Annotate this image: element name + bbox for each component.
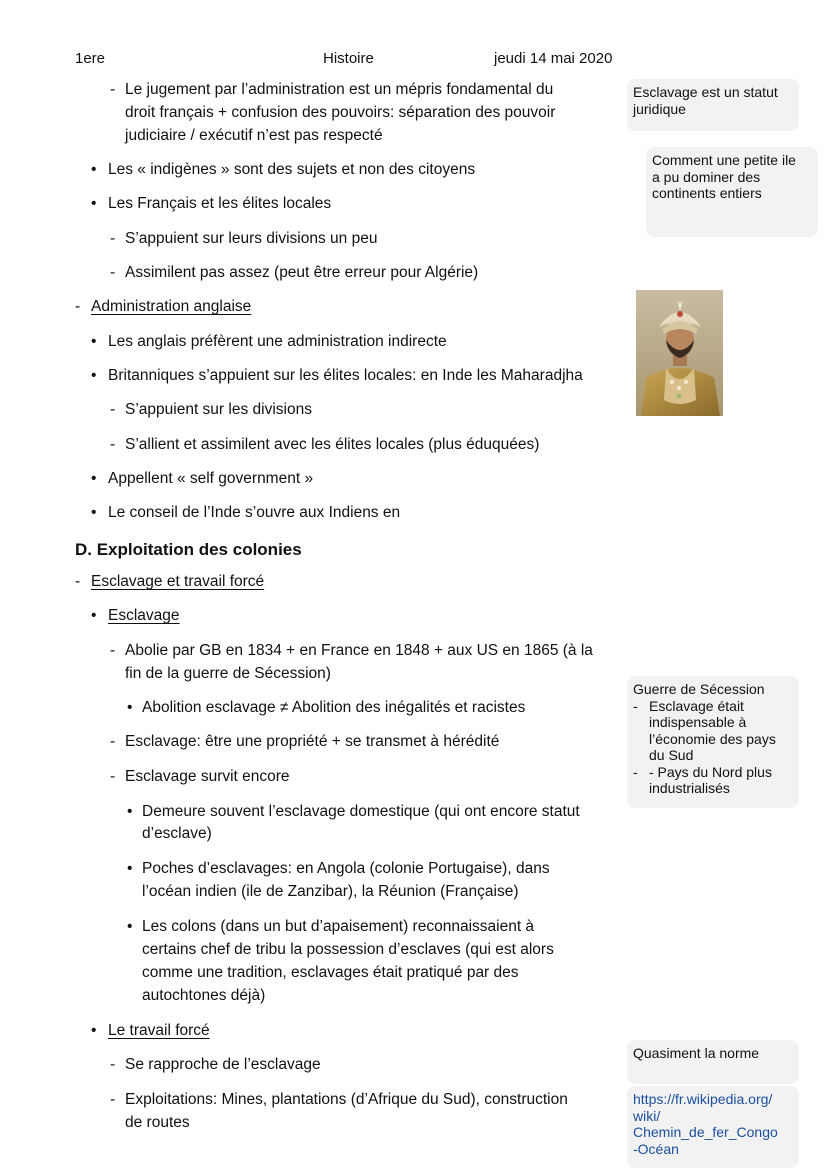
note-line: - Pays du Nord plus: [649, 763, 772, 780]
text-line: Demeure souvent l’esclavage domestique (qui ont encore statut: [142, 803, 580, 820]
dot-bullet: •: [127, 860, 133, 877]
dot-bullet: •: [127, 803, 133, 820]
section-heading: D. Exploitation des colonies: [75, 540, 302, 559]
header-subject: Histoire: [323, 50, 374, 67]
text-line: Exploitations: Mines, plantations (d’Afrique du Sud), construction: [125, 1091, 568, 1108]
dash-bullet: -: [110, 264, 116, 281]
dot-bullet: •: [91, 161, 97, 178]
dot-bullet: •: [91, 195, 97, 212]
note-line: Quasiment la norme: [633, 1045, 760, 1061]
dot-bullet: •: [91, 1022, 97, 1039]
subheading: Administration anglaise: [91, 298, 252, 315]
text-line: autochtones déjà): [142, 987, 266, 1004]
link-line: -Océan: [633, 1140, 679, 1157]
text-line: fin de la guerre de Sécession): [125, 665, 331, 682]
margin-note: [646, 147, 818, 237]
link-line: wiki/: [633, 1107, 661, 1124]
text-line: l’océan indien (ile de Zanzibar), la Réunion (Française): [142, 883, 519, 900]
text-line: Esclavage: être une propriété + se transmet à hérédité: [125, 733, 500, 750]
dash-bullet: -: [110, 230, 116, 247]
text-line: de routes: [125, 1114, 190, 1131]
text-line: Le jugement par l’administration est un mépris fondamental du: [125, 81, 554, 98]
note-line: indispensable à: [649, 714, 747, 730]
text-line: comme une tradition, esclavages était pratiqué par des: [142, 964, 519, 981]
subheading: Esclavage: [108, 607, 180, 624]
note-line: du Sud: [649, 747, 694, 763]
dash-bullet: -: [75, 573, 81, 590]
text-line: Les anglais préfèrent une administration indirecte: [108, 333, 447, 350]
text-line: Abolition esclavage ≠ Abolition des inégalités et racistes: [142, 699, 526, 716]
text-line: Les « indigènes » sont des sujets et non des citoyens: [108, 161, 476, 178]
dash-bullet: -: [75, 298, 81, 315]
text-line: S’appuient sur les divisions: [125, 401, 312, 418]
text-line: Les Français et les élites locales: [108, 195, 332, 212]
note-line: l’économie des pays: [649, 730, 776, 747]
dash-bullet: -: [110, 733, 116, 750]
dash-bullet: -: [110, 401, 116, 418]
dot-bullet: •: [91, 367, 97, 384]
note-line: Esclavage était: [649, 697, 744, 714]
text-line: Appellent « self government »: [108, 470, 314, 487]
note-list-item: [633, 698, 793, 764]
dash-bullet: -: [110, 768, 116, 785]
dot-bullet: •: [91, 333, 97, 350]
maharaja-portrait-image: [636, 290, 723, 416]
dot-bullet: •: [91, 607, 97, 624]
dash-bullet: -: [633, 697, 638, 714]
link-line: https://fr.wikipedia.org/: [633, 1091, 773, 1107]
text-line: Les colons (dans un but d’apaisement) reconnaissaient à: [142, 918, 535, 935]
subheading: Esclavage et travail forcé: [91, 573, 265, 590]
note-line: a pu dominer des: [652, 168, 761, 185]
text-line: certains chef de tribu la possession d’esclaves (qui est alors: [142, 941, 554, 958]
dot-bullet: •: [91, 504, 97, 521]
dot-bullet: •: [91, 470, 97, 487]
note-line: continents entiers: [652, 185, 762, 201]
link-line: Chemin_de_fer_Congo: [633, 1124, 778, 1140]
text-line: Le conseil de l’Inde s’ouvre aux Indiens en: [108, 504, 401, 521]
dash-bullet: -: [110, 81, 116, 98]
margin-note: [627, 676, 799, 808]
note-line: Esclavage est un statut: [633, 84, 778, 100]
subheading: Le travail forcé: [108, 1022, 210, 1039]
dash-bullet: -: [110, 1091, 116, 1108]
dash-bullet: -: [110, 436, 116, 453]
header-level: 1ere: [75, 50, 106, 67]
text-line: Esclavage survit encore: [125, 768, 290, 785]
text-line: Britanniques s’appuient sur les élites locales: en Inde les Maharadjha: [108, 367, 583, 384]
dot-bullet: •: [127, 918, 133, 935]
text-line: judiciaire / exécutif n’est pas respecté: [125, 127, 383, 144]
text-line: S’appuient sur leurs divisions un peu: [125, 230, 378, 247]
text-line: Se rapproche de l’esclavage: [125, 1056, 321, 1073]
text-line: S’allient et assimilent avec les élites locales (plus éduquées): [125, 436, 540, 453]
wikipedia-link[interactable]: [627, 1086, 799, 1168]
dot-bullet: •: [127, 699, 133, 716]
dash-bullet: -: [110, 1056, 116, 1073]
text-line: Abolie par GB en 1834 + en France en 1848 + aux US en 1865 (à la: [125, 642, 593, 659]
text-line: droit français + confusion des pouvoirs: séparation des pouvoir: [125, 104, 556, 121]
dash-bullet: -: [633, 763, 638, 780]
note-title: Guerre de Sécession: [633, 681, 765, 697]
margin-note: [627, 1040, 799, 1084]
text-line: Assimilent pas assez (peut être erreur pour Algérie): [125, 264, 479, 281]
note-line: industrialisés: [649, 780, 730, 796]
note-line: juridique: [633, 100, 686, 117]
note-list-item: [633, 764, 793, 797]
text-line: d’esclave): [142, 825, 212, 842]
header-date: jeudi 14 mai 2020: [494, 50, 613, 67]
note-line: Comment une petite ile: [652, 152, 796, 168]
dash-bullet: -: [110, 642, 116, 659]
text-line: Poches d’esclavages: en Angola (colonie Portugaise), dans: [142, 860, 550, 877]
margin-note: [627, 79, 799, 131]
